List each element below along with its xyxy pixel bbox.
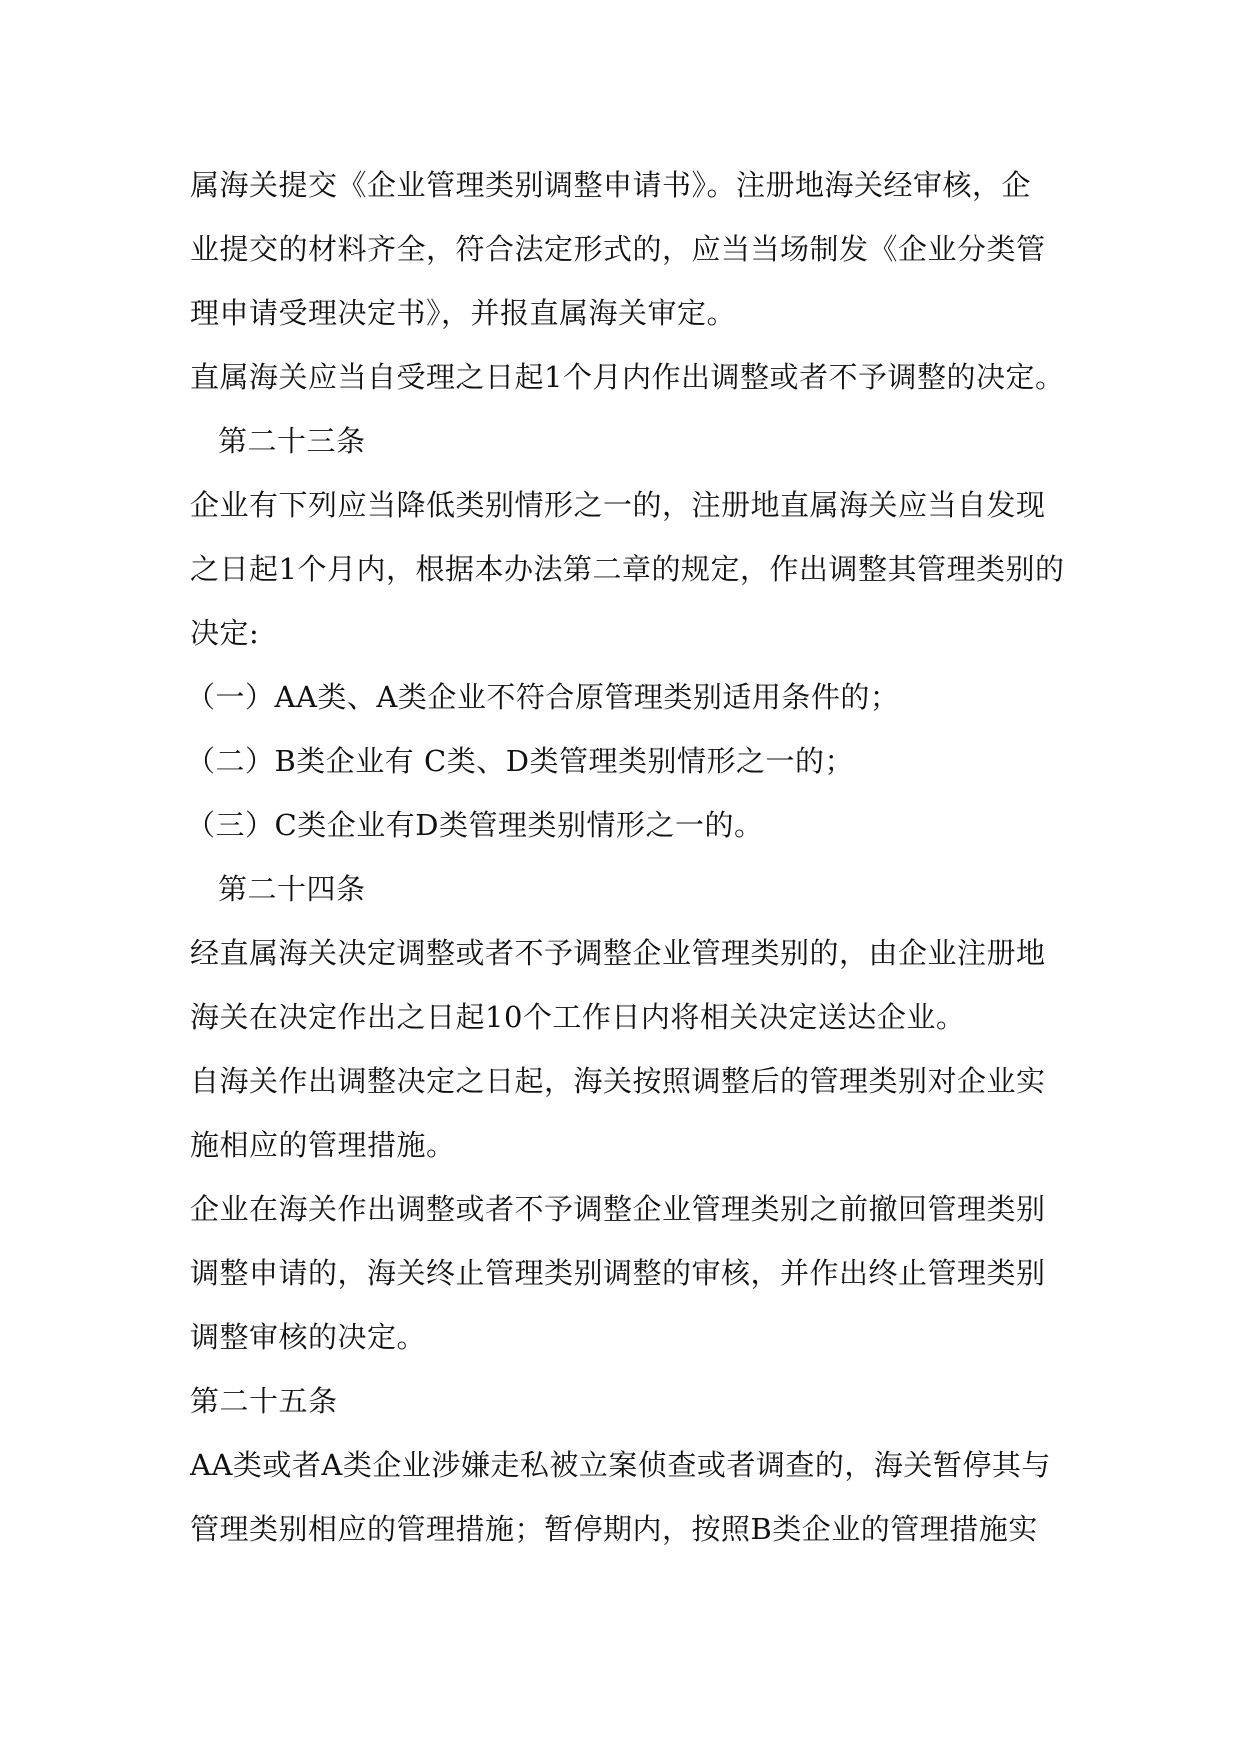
text-line: 调整审核的决定。 bbox=[190, 1320, 427, 1354]
text-line: 管理类别相应的管理措施；暂停期内，按照B类企业的管理措施实 bbox=[190, 1512, 1038, 1546]
text-line: 业提交的材料齐全，符合法定形式的，应当当场制发《企业分类管 bbox=[190, 232, 1046, 266]
article-heading-25: 第二十五条 bbox=[190, 1384, 338, 1418]
text-line: 属海关提交《企业管理类别调整申请书》。注册地海关经审核，企 bbox=[190, 168, 1032, 202]
text-line: 企业在海关作出调整或者不予调整企业管理类别之前撤回管理类别 bbox=[190, 1192, 1046, 1226]
list-item: （三）C类企业有D类管理类别情形之一的。 bbox=[186, 808, 764, 842]
text-line: 海关在决定作出之日起10个工作日内将相关决定送达企业。 bbox=[190, 1000, 966, 1034]
text-line: 经直属海关决定调整或者不予调整企业管理类别的，由企业注册地 bbox=[190, 936, 1046, 970]
text-line: 决定: bbox=[190, 616, 260, 650]
text-line: 施相应的管理措施。 bbox=[190, 1128, 456, 1162]
text-line: 直属海关应当自受理之日起1个月内作出调整或者不予调整的决定。 bbox=[190, 360, 1065, 394]
text-line: 自海关作出调整决定之日起，海关按照调整后的管理类别对企业实 bbox=[190, 1064, 1046, 1098]
text-line: 之日起1个月内，根据本办法第二章的规定，作出调整其管理类别的 bbox=[190, 552, 1065, 586]
text-line: AA类或者A类企业涉嫌走私被立案侦查或者调查的，海关暂停其与 bbox=[190, 1448, 1051, 1482]
list-item: （二）B类企业有 C类、D类管理类别情形之一的； bbox=[186, 744, 854, 778]
article-heading-24: 第二十四条 bbox=[218, 872, 366, 906]
text-line: 理申请受理决定书》，并报直属海关审定。 bbox=[190, 296, 737, 330]
text-line: 企业有下列应当降低类别情形之一的，注册地直属海关应当自发现 bbox=[190, 488, 1046, 522]
article-heading-23: 第二十三条 bbox=[218, 424, 366, 458]
text-line: 调整申请的，海关终止管理类别调整的审核，并作出终止管理类别 bbox=[190, 1256, 1046, 1290]
list-item: （一）AA类、A类企业不符合原管理类别适用条件的； bbox=[186, 680, 900, 714]
